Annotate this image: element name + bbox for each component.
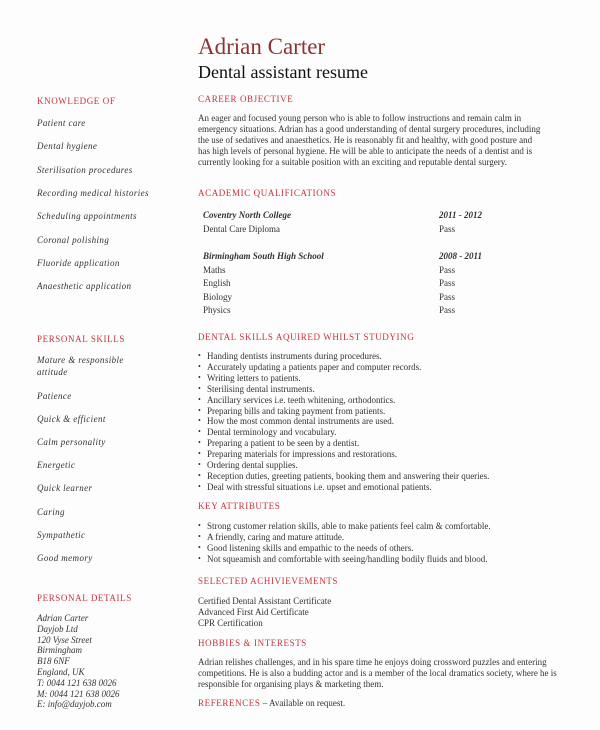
list-item: • A friendly, caring and mature attitude.	[198, 532, 491, 543]
detail-mobile: M: 0044 121 638 0026	[37, 688, 120, 699]
academic-heading: ACADEMIC QUALIFICATIONS	[198, 188, 337, 198]
resume-subtitle: Dental assistant resume	[198, 62, 368, 82]
list-item: • Sterilising dental instruments.	[198, 384, 489, 395]
school-name: Birmingham South High School	[203, 251, 324, 261]
school-row	[203, 250, 523, 264]
skill-item: Energetic	[37, 460, 76, 470]
subject-row	[203, 291, 523, 305]
knowledge-item: Recording medical histories	[37, 188, 149, 198]
dental-skills-list	[198, 351, 489, 493]
dental-skills-heading: DENTAL SKILLS AQUIRED WHILST STUDYING	[198, 332, 415, 342]
list-item: • Accurately updating a patients paper and computer records.	[198, 362, 489, 373]
personal-details-heading: PERSONAL DETAILS	[37, 593, 132, 603]
result: Pass	[439, 305, 456, 315]
career-objective-text: An eager and focused young person who is able to follow instructions and remain calm in emergency situations. Adrian has a good understanding of dental surgery procedures, including the use of sedatives and anaesthetics. He is reasonably fit and healthy, with good posture and has high levels of personal hygiene. He will be able to anticipate the needs of a dentist and is currently looking for a suitable position with an exciting and reputable dental surgery.	[198, 113, 541, 167]
detail-street: 120 Vyse Street	[37, 634, 92, 645]
detail-email[interactable]: E: info@dayjob.com	[37, 699, 112, 710]
knowledge-item: Coronal polishing	[37, 235, 110, 245]
references-line	[198, 698, 345, 708]
knowledge-heading: KNOWLEDGE OF	[37, 96, 116, 106]
skill-item: Quick learner	[37, 483, 93, 493]
personal-details	[37, 613, 120, 710]
resume-name: Adrian Carter	[198, 34, 326, 59]
subject: Physics	[203, 305, 231, 315]
achievement-item: Advanced First Aid Certificate	[198, 607, 309, 617]
knowledge-item: Scheduling appointments	[37, 211, 137, 221]
knowledge-item: Anaesthetic application	[37, 281, 132, 291]
subject: Biology	[203, 291, 233, 302]
list-item: • Preparing a patient to be seen by a dentist.	[198, 438, 489, 449]
list-item: • Dental terminology and vocabulary.	[198, 427, 489, 438]
list-item: • Not squeamish and comfortable with seeing/handling bodily fluids and blood.	[198, 554, 491, 565]
subject-row	[203, 264, 523, 278]
detail-name: Adrian Carter	[37, 613, 89, 623]
hobbies-text: Adrian relishes challenges, and in his spare time he enjoys doing crossword puzzles and entering competitions. He is also a budding actor and is a member of the local dramatics society, where he is responsible for organising plays & marketing them.	[198, 657, 557, 689]
skill-item: Caring	[37, 507, 65, 517]
detail-country: England, UK	[37, 666, 85, 677]
detail-city: Birmingham	[37, 645, 82, 656]
list-item: • Handing dentists instruments during procedures.	[198, 351, 489, 362]
list-item: • Reception duties, greeting patients, booking them and answering their queries.	[198, 471, 489, 482]
result: Pass	[439, 291, 456, 302]
list-item: • Writing letters to patients.	[198, 373, 489, 384]
skill-item: Quick & efficient	[37, 414, 106, 424]
list-item: • Good listening skills and empathic to the needs of others.	[198, 543, 491, 554]
achievements-list	[198, 596, 331, 629]
skill-item: Calm personality	[37, 437, 106, 447]
hobbies-heading: HOBBIES & INTERESTS	[198, 638, 307, 648]
school-years: 2011 - 2012	[439, 210, 483, 220]
result: Pass	[439, 223, 456, 234]
subject: Maths	[203, 264, 226, 275]
subject-row	[203, 277, 523, 291]
subject-row	[203, 223, 523, 237]
detail-company: Dayjob Ltd	[37, 623, 78, 634]
skill-item: Sympathetic	[37, 530, 86, 540]
achievements-heading: SELECTED ACHIVIEVEMENTS	[198, 576, 339, 586]
key-attributes-heading: KEY ATTRIBUTES	[198, 501, 281, 511]
list-item: • Preparing materials for impressions and restorations.	[198, 449, 489, 460]
result: Pass	[439, 264, 456, 275]
list-item: • How the most common dental instruments are used.	[198, 416, 489, 427]
references-text: Available on request.	[269, 698, 346, 708]
school-years: 2008 - 2011	[439, 251, 483, 261]
list-item: • Ordering dental supplies.	[198, 460, 489, 471]
school-name: Coventry North College	[203, 210, 291, 220]
knowledge-item: Patient care	[37, 118, 86, 128]
subject: English	[203, 278, 231, 288]
references-separator: –	[260, 698, 270, 708]
knowledge-item: Fluoride application	[37, 258, 120, 268]
result: Pass	[439, 278, 456, 288]
list-item: • Deal with stressful situations i.e. upset and emotional patients.	[198, 482, 489, 493]
career-objective-heading: CAREER OBJECTIVE	[198, 94, 294, 104]
skill-item: Good memory	[37, 553, 93, 563]
key-attributes-list	[198, 521, 491, 565]
school-row	[203, 209, 523, 223]
achievement-item: Certified Dental Assistant Certificate	[198, 596, 332, 606]
detail-phone: T: 0044 121 638 0026	[37, 677, 117, 688]
detail-postcode: B18 6NF	[37, 656, 70, 667]
subject-row	[203, 304, 523, 318]
knowledge-item: Dental hygiene	[37, 141, 98, 151]
achievement-item: CPR Certification	[198, 618, 263, 628]
subject: Dental Care Diploma	[203, 223, 280, 234]
skill-item: Patience	[37, 391, 72, 401]
skill-item: Mature & responsible attitude	[37, 355, 124, 377]
knowledge-item: Sterilisation procedures	[37, 165, 133, 175]
list-item: • Strong customer relation skills, able to make patients feel calm & comfortable.	[198, 521, 491, 532]
references-heading: REFERENCES	[198, 698, 261, 708]
list-item: • Preparing bills and taking payment from patients.	[198, 406, 489, 417]
list-item: • Ancillary services i.e. teeth whitening, orthodontics.	[198, 395, 489, 406]
personal-skills-heading: PERSONAL SKILLS	[37, 334, 125, 344]
academic-table	[203, 209, 523, 318]
